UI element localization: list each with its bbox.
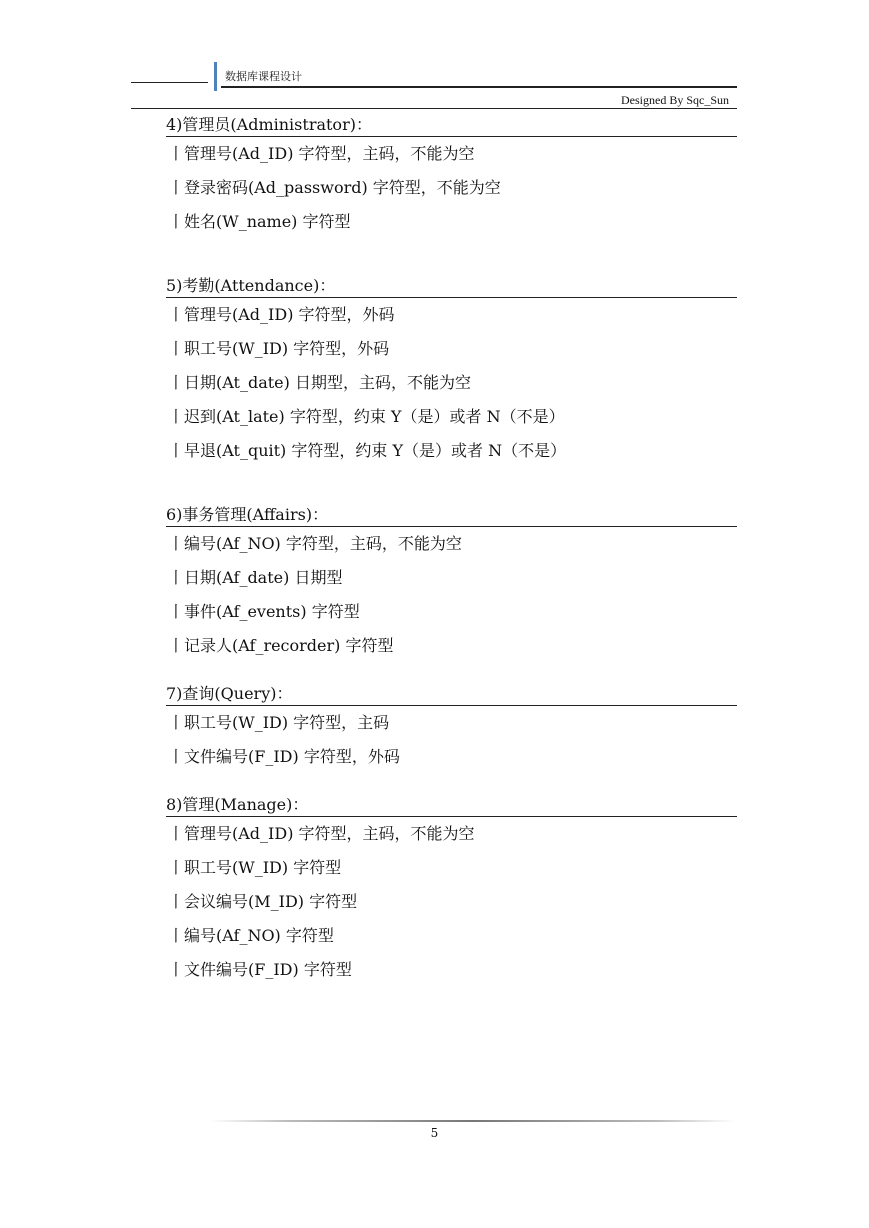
field-item: 丨职工号(W_ID) 字符型，外码 [168, 339, 390, 358]
field-item: 丨文件编号(F_ID) 字符型，外码 [168, 747, 400, 766]
header-thick-rule [221, 86, 737, 88]
page-number: 5 [430, 1126, 439, 1140]
section-affairs [166, 504, 737, 663]
field-item: 丨管理号(Ad_ID) 字符型，主码，不能为空 [168, 824, 475, 843]
field-item: 丨日期(Af_date) 日期型 [168, 568, 343, 587]
section-manage [166, 794, 737, 987]
header-full-rule [131, 108, 737, 109]
section-heading: 7)查询(Query)： [166, 683, 737, 706]
section-attendance [166, 275, 737, 468]
section-heading: 4)管理员(Administrator)： [166, 114, 737, 137]
footer-rule [210, 1120, 735, 1122]
section-administrator [166, 114, 737, 239]
field-item: 丨编号(Af_NO) 字符型，主码，不能为空 [168, 534, 462, 553]
field-item: 丨管理号(Ad_ID) 字符型，主码，不能为空 [168, 144, 475, 163]
header-left-rule [131, 82, 208, 83]
field-item: 丨文件编号(F_ID) 字符型 [168, 960, 352, 979]
section-heading: 8)管理(Manage)： [166, 794, 737, 817]
header-accent-bar [214, 62, 217, 91]
section-query [166, 683, 737, 774]
section-heading: 5)考勤(Attendance)： [166, 275, 737, 298]
field-item: 丨早退(At_quit) 字符型，约束 Y（是）或者 N（不是） [168, 441, 567, 460]
field-item: 丨登录密码(Ad_password) 字符型，不能为空 [168, 178, 501, 197]
section-heading: 6)事务管理(Affairs)： [166, 504, 737, 527]
header-author: Designed By Sqc_Sun [621, 93, 729, 107]
field-item: 丨迟到(At_late) 字符型，约束 Y（是）或者 N（不是） [168, 407, 565, 426]
field-item: 丨职工号(W_ID) 字符型 [168, 858, 342, 877]
field-item: 丨职工号(W_ID) 字符型，主码 [168, 713, 390, 732]
field-item: 丨日期(At_date) 日期型，主码，不能为空 [168, 373, 471, 392]
field-item: 丨会议编号(M_ID) 字符型 [168, 892, 358, 911]
field-item: 丨管理号(Ad_ID) 字符型，外码 [168, 305, 395, 324]
header-course-title: 数据库课程设计 [225, 70, 302, 83]
field-item: 丨记录人(Af_recorder) 字符型 [168, 636, 394, 655]
field-item: 丨编号(Af_NO) 字符型 [168, 926, 334, 945]
document-body [166, 114, 737, 987]
field-item: 丨姓名(W_name) 字符型 [168, 212, 351, 231]
field-item: 丨事件(Af_events) 字符型 [168, 602, 360, 621]
